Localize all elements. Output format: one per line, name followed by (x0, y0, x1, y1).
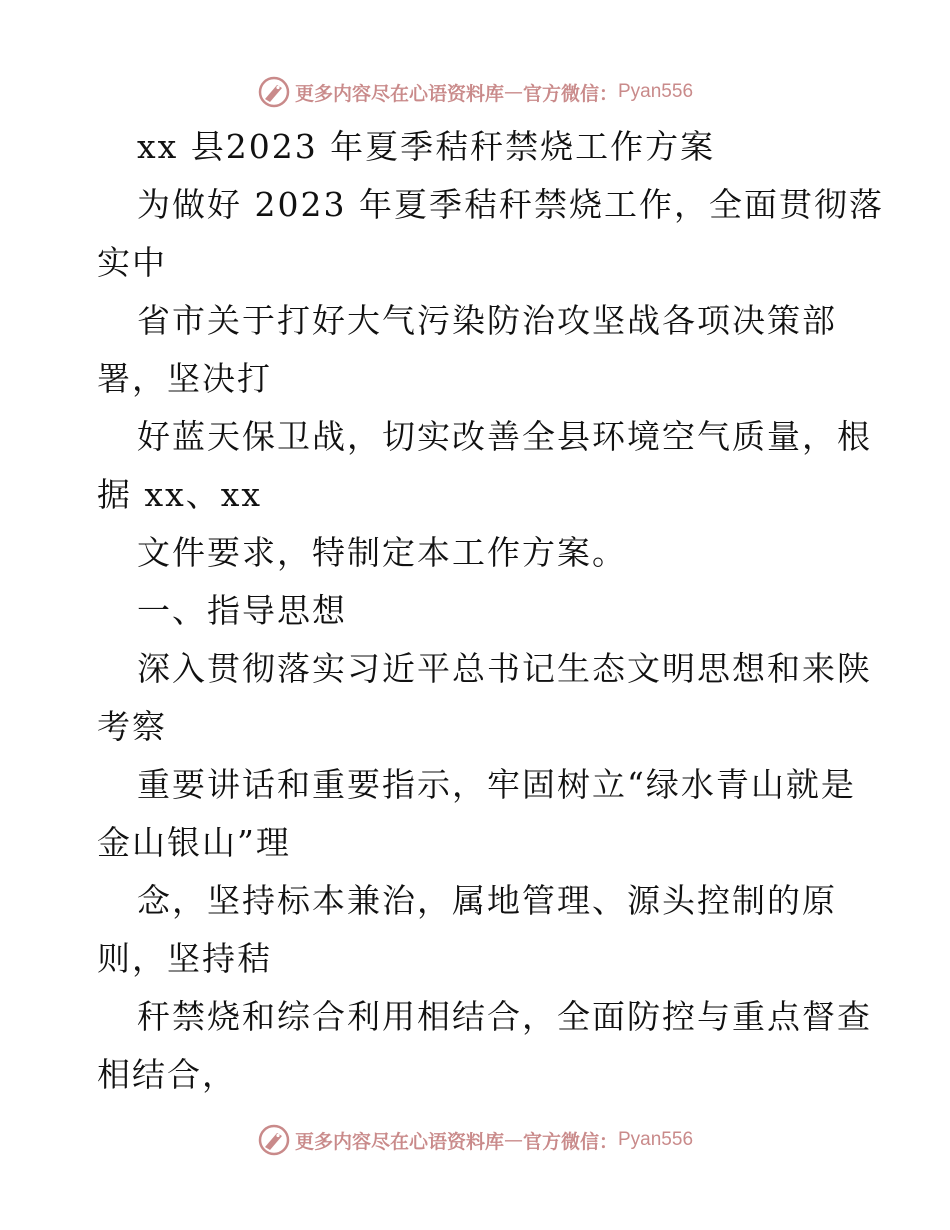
watermark-dash: — (503, 81, 523, 103)
paragraph-line: 秆禁烧和综合利用相结合，全面防控与重点督查 (137, 997, 872, 1036)
paragraph-line: 实中 (97, 243, 167, 282)
paragraph-line: 相结合， (97, 1055, 237, 1094)
paragraph-line: 深入贯彻落实习近平总书记生态文明思想和来陕 (137, 649, 872, 688)
paragraph-line: 重要讲话和重要指示，牢固树立“绿水青山就是 (137, 765, 856, 804)
paragraph-line: 据 xx、xx (97, 475, 262, 514)
watermark-label: 官方微信： (522, 1130, 618, 1153)
paragraph-line: 考察 (97, 707, 167, 746)
watermark-text: 更多内容尽在心语资料库 (294, 82, 504, 105)
paragraph-line: 则，坚持秸 (97, 939, 272, 978)
section-heading: 一、指导思想 (137, 591, 347, 630)
document-body (97, 118, 884, 1104)
header-watermark (0, 72, 950, 112)
watermark-account: Pyan556 (618, 81, 694, 102)
watermark-dash: — (503, 1129, 523, 1151)
paragraph-line: 文件要求，特制定本工作方案。 (137, 533, 627, 572)
paragraph-line: 省市关于打好大气污染防治攻坚战各项决策部 (137, 301, 837, 340)
paragraph-line: 为做好 2023 年夏季秸秆禁烧工作，全面贯彻落 (137, 185, 884, 224)
paragraph-line: 念，坚持标本兼治，属地管理、源头控制的原 (137, 881, 837, 920)
pen-nib-logo-icon (257, 1123, 291, 1157)
paragraph-line: 好蓝天保卫战，切实改善全县环境空气质量，根 (137, 417, 872, 456)
watermark-account: Pyan556 (618, 1129, 694, 1150)
footer-watermark (0, 1120, 950, 1160)
pen-nib-logo-icon (257, 75, 291, 109)
paragraph-line: 金山银山”理 (97, 823, 291, 862)
watermark-label: 官方微信： (522, 82, 618, 105)
paragraph-line: 署，坚决打 (97, 359, 272, 398)
document-title: xx 县2023 年夏季秸秆禁烧工作方案 (137, 127, 716, 166)
watermark-text: 更多内容尽在心语资料库 (294, 1130, 504, 1153)
